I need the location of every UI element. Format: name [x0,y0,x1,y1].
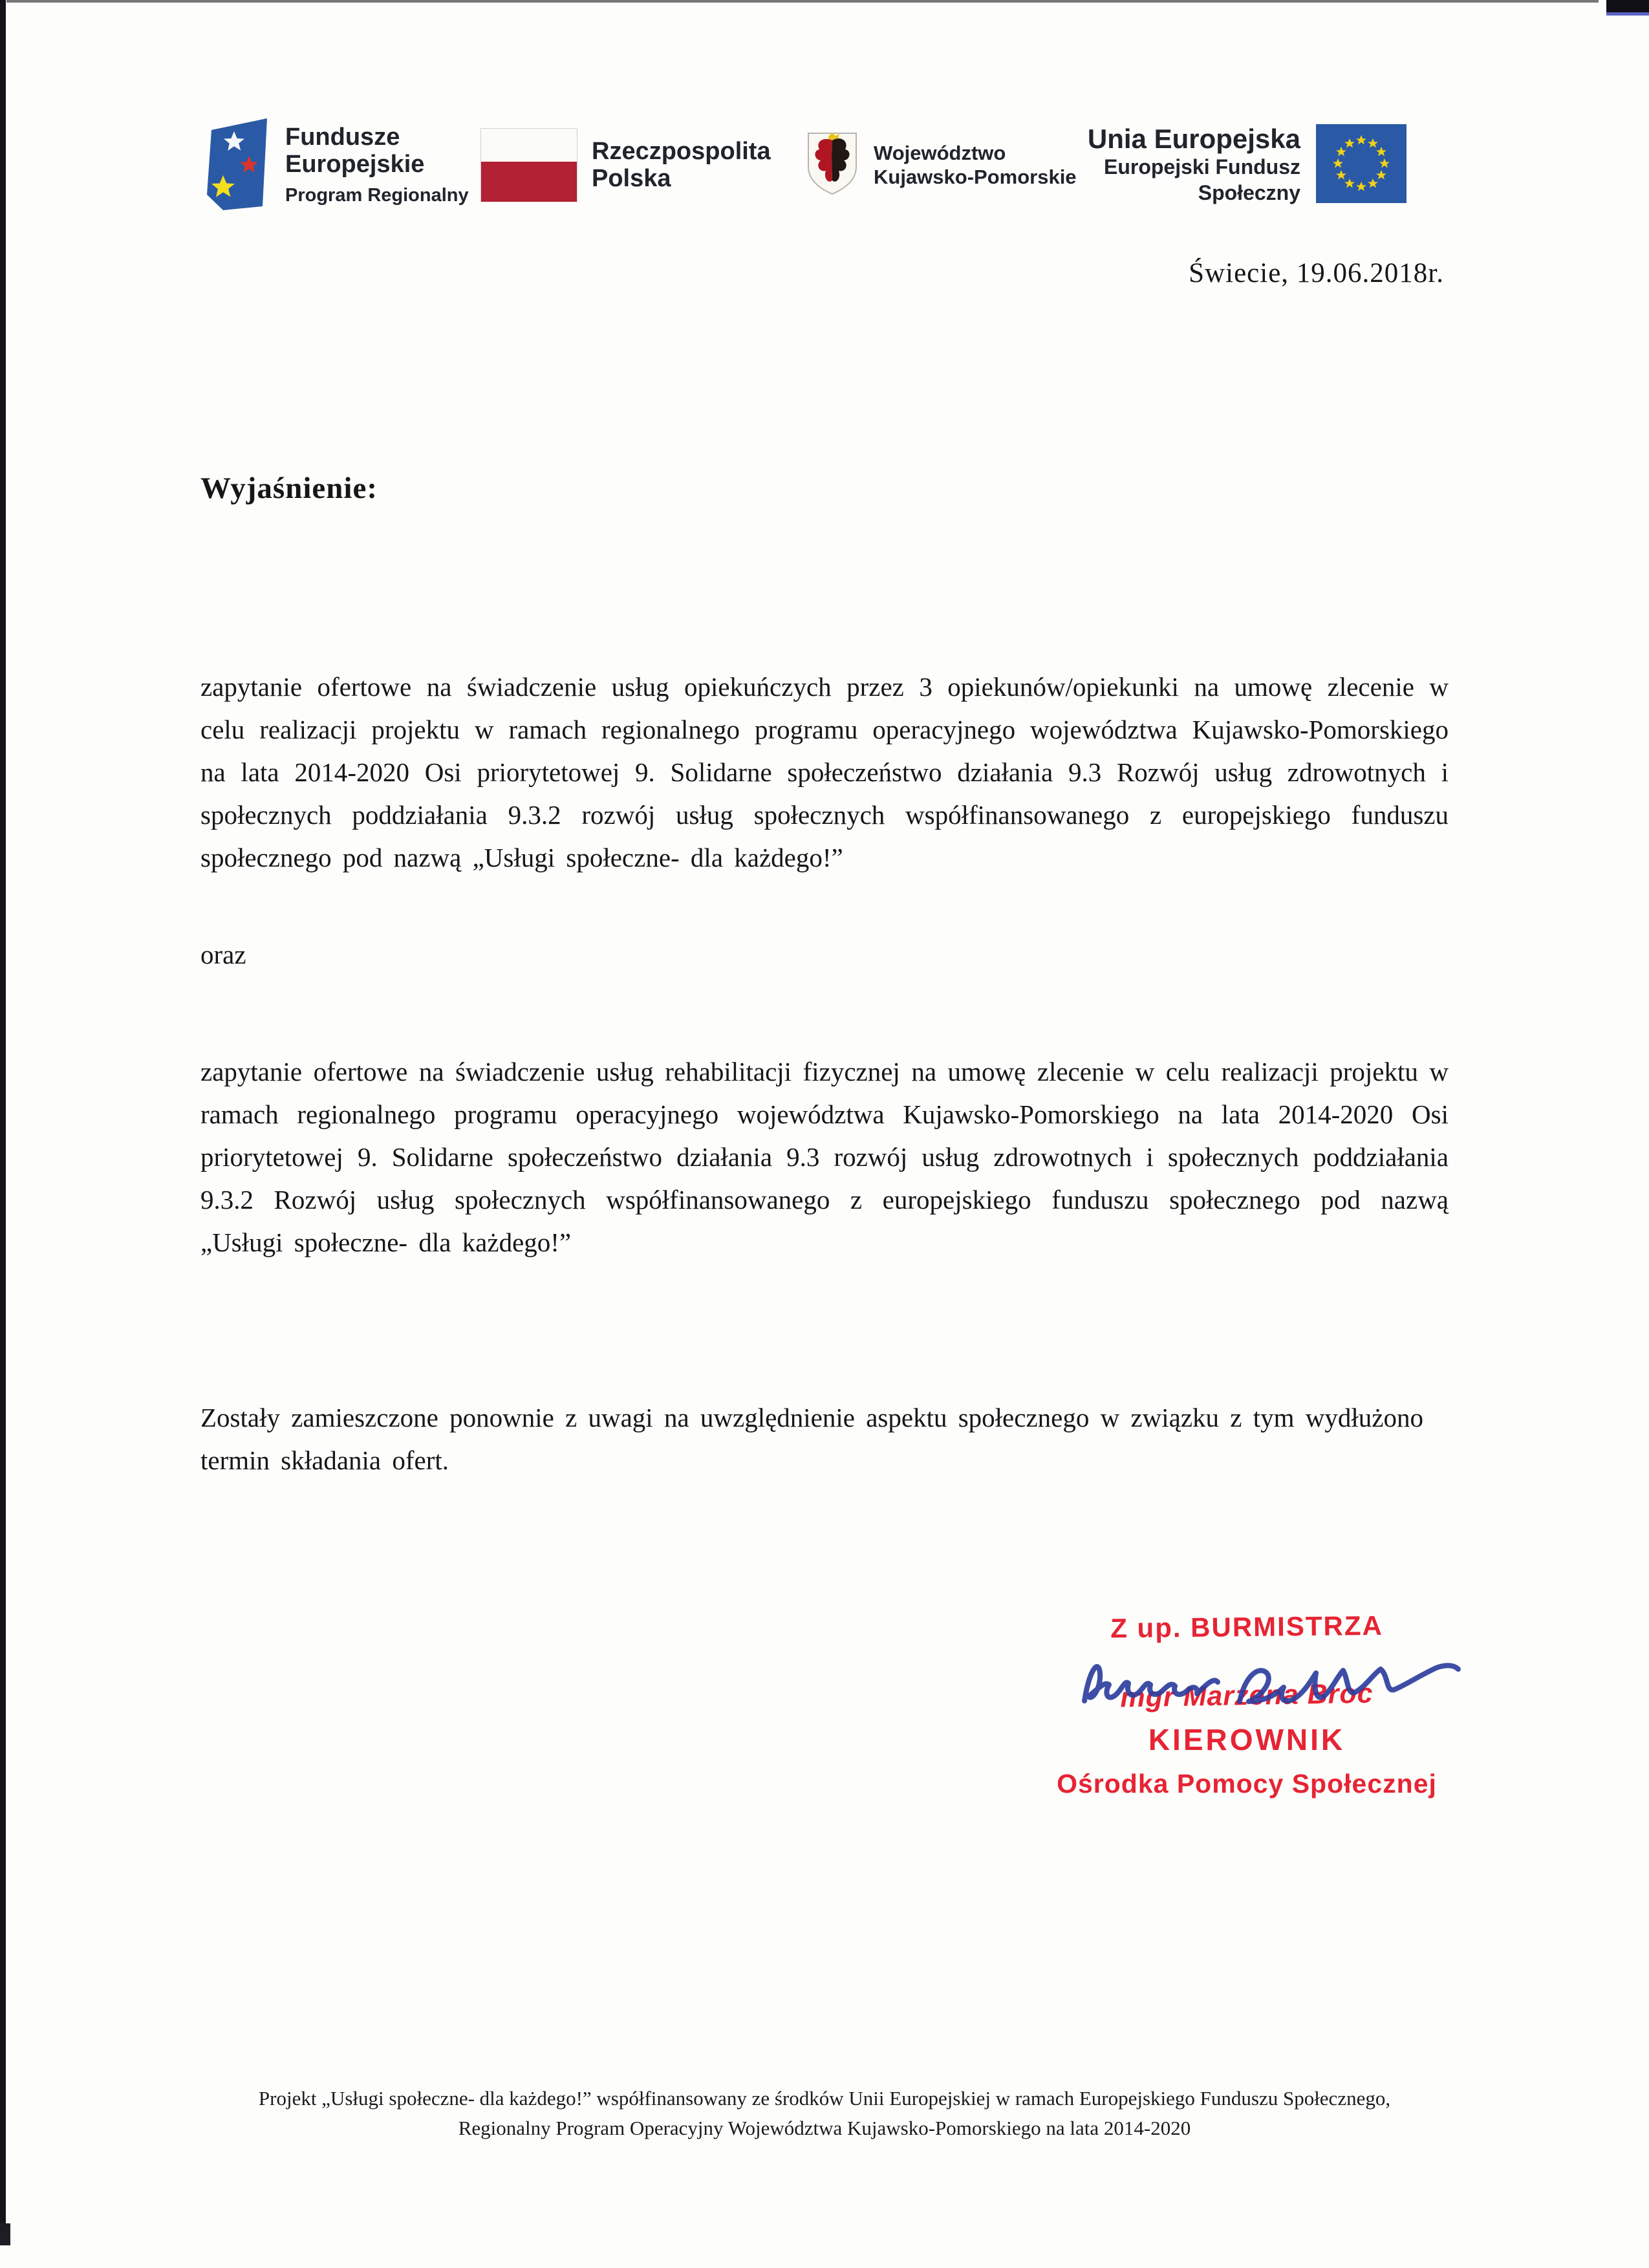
logo-european-funds [204,116,469,213]
paragraph-first-inquiry: zapytanie ofertowe na świadczenie usług opiekuńczych przez 3 opiekunów/opiekunki na umowę zlecenie w celu realizacji projektu w ramach regionalnego programu operacyjnego województwa Kujawsko-Pomorskiego na lata 2014-2020 Osi priorytetowej 9. Solidarne społeczeństwo działania 9.3 Rozwój usług zdrowotnych i społecznych poddziałania 9.3.2 rozwój usług społecznych współfinansowanego z europejskiego funduszu społecznego pod nazwą „Usługi społeczne- dla każdego!” [200,672,1449,872]
poland-label [592,138,771,192]
stamp-office-line: Ośrodka Pomocy Społecznej [1057,1769,1437,1798]
scan-edge-left [0,0,6,2245]
european-union-label-line2: Europejski Fundusz Społeczny [1103,155,1300,204]
european-funds-flag-icon [204,116,271,215]
stamp-name-line: mgr Marzena Broc [1120,1678,1374,1714]
paragraph-explanation: Zostały zamieszczone ponownie z uwagi na uwzględnienie aspektu społecznego w związku z tym wydłużono termin składania ofert. [200,1403,1423,1475]
european-union-label [1077,124,1300,206]
scan-edge-top [6,0,1599,3]
paragraph-second-inquiry: zapytanie ofertowe na świadczenie usług rehabilitacji fizycznej na umowę zlecenie w celu realizacji projektu w ramach regionalnego programu operacyjnego województwa Kujawsko-Pomorskiego na lata 2014-2020 Osi priorytetowej 9. Solidarne społeczeństwo działania 9.3 rozwój usług zdrowotnych i społecznych poddziałania 9.3.2 Rozwój usług społecznych współfinansowanego z europejskiego funduszu społecznego pod nazwą „Usługi społeczne- dla każdego!” [200,1057,1449,1257]
poland-label-line2: Polska [592,165,671,192]
european-funds-label-line3: Program Regionalny [285,185,469,206]
footer-line1: Projekt „Usługi społeczne- dla każdego!” współfinansowany ze środków Unii Europejskiej w ramach Europejskiego Funduszu Społecznego, [258,2087,1391,2110]
voivodeship-label-line1: Województwo [874,142,1006,164]
european-funds-label [285,124,469,206]
letter-heading: Wyjaśnienie: [200,471,378,505]
voivodeship-label [874,141,1077,189]
stamp-authority-line: Z up. BURMISTRZA [1110,1610,1384,1644]
scan-corner-mark [1606,0,1649,12]
european-funds-label-line1: Fundusze [285,124,400,151]
funding-logos-strip [204,116,1406,213]
date-line: Świecie, 19.06.2018r. [1189,258,1444,288]
eu-flag-icon [1316,124,1406,206]
paragraph-connector: oraz [200,940,246,969]
european-union-label-line1: Unia Europejska [1087,124,1300,154]
scan-edge-left-foot [0,2223,10,2245]
voivodeship-label-line2: Kujawsko-Pomorskie [874,166,1077,188]
logo-republic-of-poland [480,116,771,213]
european-funds-label-line2: Europejskie [285,151,425,178]
handwritten-signature [1070,1639,1471,1730]
stamp-title-line: KIEROWNIK [1148,1723,1346,1756]
poland-flag-icon [480,128,577,202]
logo-voivodeship [805,116,1077,213]
scan-corner-blue-line [1606,12,1649,16]
project-footer [0,2084,1649,2143]
footer-line2: Regionalny Program Operacyjny Województwa Kujawsko-Pomorskiego na lata 2014-2020 [458,2117,1191,2139]
poland-label-line1: Rzeczpospolita [592,138,771,165]
kujawsko-pomorskie-coat-of-arms-icon [805,130,859,200]
logo-european-union [1077,116,1406,213]
